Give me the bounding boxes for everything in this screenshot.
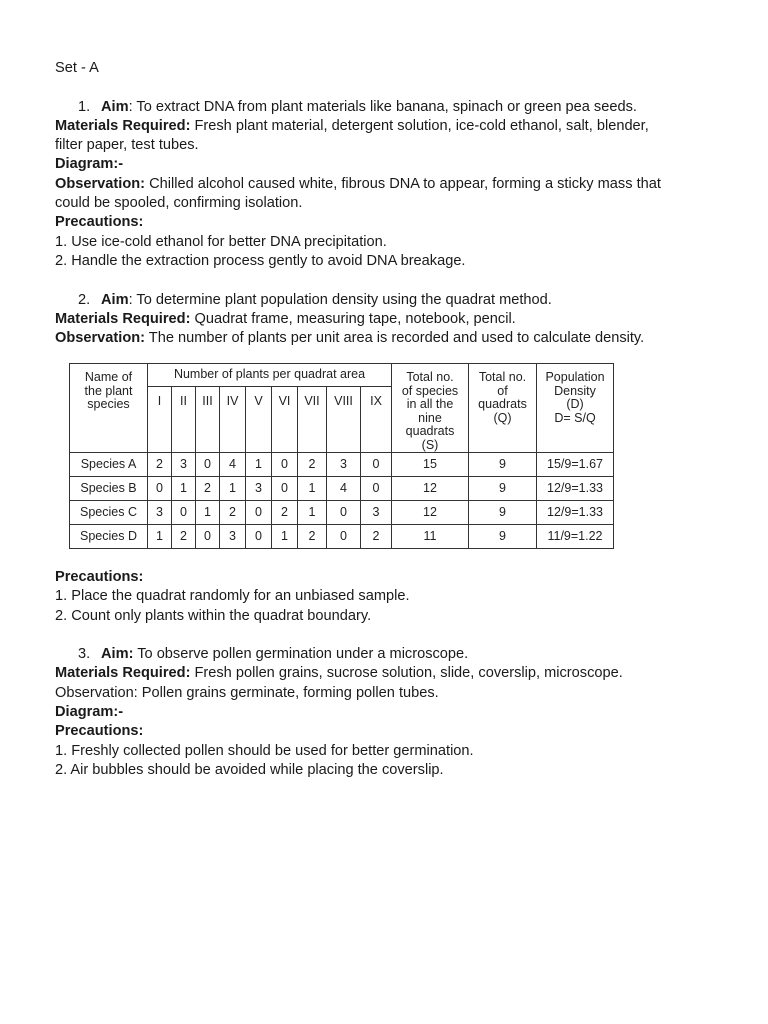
header-total-quadrats: Total no. of quadrats (Q) bbox=[469, 364, 537, 453]
count-cell: 2 bbox=[172, 525, 196, 549]
count-cell: 3 bbox=[361, 501, 392, 525]
header-population-density: Population Density (D) D= S/Q bbox=[537, 364, 614, 453]
exp2-materials: Materials Required: Quadrat frame, measuring tape, notebook, pencil. bbox=[55, 310, 516, 327]
exp2-observation: Observation: The number of plants per unit area is recorded and used to calculate density. bbox=[55, 330, 645, 347]
table-row bbox=[70, 453, 614, 477]
header-quadrat-9: IX bbox=[361, 387, 392, 453]
count-cell: 3 bbox=[172, 453, 196, 477]
total-species-cell: 11 bbox=[392, 525, 469, 549]
header-quadrat-6: VI bbox=[272, 387, 298, 453]
count-cell: 1 bbox=[196, 501, 220, 525]
count-cell: 0 bbox=[196, 453, 220, 477]
count-cell: 3 bbox=[246, 477, 272, 501]
header-quadrat-7: VII bbox=[298, 387, 327, 453]
document-page bbox=[55, 59, 715, 348]
quadrat-table bbox=[69, 363, 614, 549]
exp1-diagram-label: Diagram:- bbox=[55, 156, 124, 173]
exp3-observation: Observation: Pollen grains germinate, forming pollen tubes. bbox=[55, 684, 439, 701]
exp1-precaution-1: 1. Use ice-cold ethanol for better DNA precipitation. bbox=[55, 233, 387, 250]
count-cell: 3 bbox=[220, 525, 246, 549]
count-cell: 4 bbox=[327, 477, 361, 501]
exp1-materials-cont: filter paper, test tubes. bbox=[55, 137, 199, 154]
count-cell: 2 bbox=[361, 525, 392, 549]
exp3-materials: Materials Required: Fresh pollen grains, sucrose solution, slide, coverslip, microscope. bbox=[55, 665, 623, 682]
table-row bbox=[70, 501, 614, 525]
count-cell: 2 bbox=[272, 501, 298, 525]
total-species-cell: 12 bbox=[392, 501, 469, 525]
count-cell: 0 bbox=[246, 501, 272, 525]
species-name: Species D bbox=[70, 525, 148, 549]
exp3-aim: 3. Aim: To observe pollen germination under a microscope. bbox=[78, 646, 469, 663]
total-quadrats-cell: 9 bbox=[469, 525, 537, 549]
exp3-diagram-label: Diagram:- bbox=[55, 704, 124, 721]
count-cell: 0 bbox=[196, 525, 220, 549]
header-quadrat-2: II bbox=[172, 387, 196, 453]
header-species-name: Name of the plant species bbox=[70, 364, 148, 453]
count-cell: 2 bbox=[196, 477, 220, 501]
exp1-aim: 1. Aim: To extract DNA from plant materials like banana, spinach or green pea seeds. bbox=[78, 98, 637, 115]
header-quadrat-3: III bbox=[196, 387, 220, 453]
count-cell: 3 bbox=[148, 501, 172, 525]
exp3-precautions-label: Precautions: bbox=[55, 723, 144, 740]
density-cell: 12/9=1.33 bbox=[537, 477, 614, 501]
count-cell: 3 bbox=[327, 453, 361, 477]
exp1-precautions-label: Precautions: bbox=[55, 214, 144, 231]
count-cell: 1 bbox=[272, 525, 298, 549]
count-cell: 1 bbox=[148, 525, 172, 549]
count-cell: 0 bbox=[246, 525, 272, 549]
count-cell: 0 bbox=[361, 477, 392, 501]
table-row bbox=[70, 525, 614, 549]
count-cell: 1 bbox=[172, 477, 196, 501]
table-header-row-1 bbox=[70, 364, 614, 387]
exp1-materials: Materials Required: Fresh plant material, detergent solution, ice-cold ethanol, salt, blender, bbox=[55, 117, 649, 134]
count-cell: 1 bbox=[298, 477, 327, 501]
count-cell: 0 bbox=[361, 453, 392, 477]
table-row bbox=[70, 477, 614, 501]
header-plant-count: Number of plants per quadrat area bbox=[148, 364, 392, 387]
count-cell: 0 bbox=[272, 477, 298, 501]
total-species-cell: 12 bbox=[392, 477, 469, 501]
exp2-precaution-1: 1. Place the quadrat randomly for an unbiased sample. bbox=[55, 588, 410, 605]
header-quadrat-8: VIII bbox=[327, 387, 361, 453]
exp3-precaution-1: 1. Freshly collected pollen should be used for better germination. bbox=[55, 742, 474, 759]
exp2-precaution-2: 2. Count only plants within the quadrat boundary. bbox=[55, 607, 372, 624]
exp1-precaution-2: 2. Handle the extraction process gently to avoid DNA breakage. bbox=[55, 252, 466, 269]
density-cell: 15/9=1.67 bbox=[537, 453, 614, 477]
species-name: Species A bbox=[70, 453, 148, 477]
exp2-precautions-label: Precautions: bbox=[55, 569, 144, 585]
document-page-lower bbox=[55, 568, 715, 780]
exp2-aim: 2. Aim: To determine plant population density using the quadrat method. bbox=[78, 291, 552, 308]
total-species-cell: 15 bbox=[392, 453, 469, 477]
header-quadrat-4: IV bbox=[220, 387, 246, 453]
density-cell: 12/9=1.33 bbox=[537, 501, 614, 525]
header-quadrat-1: I bbox=[148, 387, 172, 453]
count-cell: 0 bbox=[172, 501, 196, 525]
header-total-species: Total no. of species in all the nine quadrats (S) bbox=[392, 364, 469, 453]
total-quadrats-cell: 9 bbox=[469, 501, 537, 525]
count-cell: 2 bbox=[220, 501, 246, 525]
set-title: Set - A bbox=[55, 60, 99, 76]
count-cell: 4 bbox=[220, 453, 246, 477]
species-name: Species B bbox=[70, 477, 148, 501]
count-cell: 0 bbox=[327, 525, 361, 549]
count-cell: 2 bbox=[298, 453, 327, 477]
density-cell: 11/9=1.22 bbox=[537, 525, 614, 549]
exp1-observation-cont: could be spooled, confirming isolation. bbox=[55, 195, 303, 212]
exp1-observation: Observation: Chilled alcohol caused white, fibrous DNA to appear, forming a sticky mass that bbox=[55, 175, 661, 192]
exp3-precaution-2: 2. Air bubbles should be avoided while placing the coverslip. bbox=[55, 761, 444, 778]
total-quadrats-cell: 9 bbox=[469, 453, 537, 477]
count-cell: 0 bbox=[272, 453, 298, 477]
count-cell: 0 bbox=[148, 477, 172, 501]
count-cell: 0 bbox=[327, 501, 361, 525]
total-quadrats-cell: 9 bbox=[469, 477, 537, 501]
header-quadrat-5: V bbox=[246, 387, 272, 453]
species-name: Species C bbox=[70, 501, 148, 525]
count-cell: 2 bbox=[148, 453, 172, 477]
count-cell: 1 bbox=[298, 501, 327, 525]
count-cell: 1 bbox=[220, 477, 246, 501]
count-cell: 1 bbox=[246, 453, 272, 477]
count-cell: 2 bbox=[298, 525, 327, 549]
